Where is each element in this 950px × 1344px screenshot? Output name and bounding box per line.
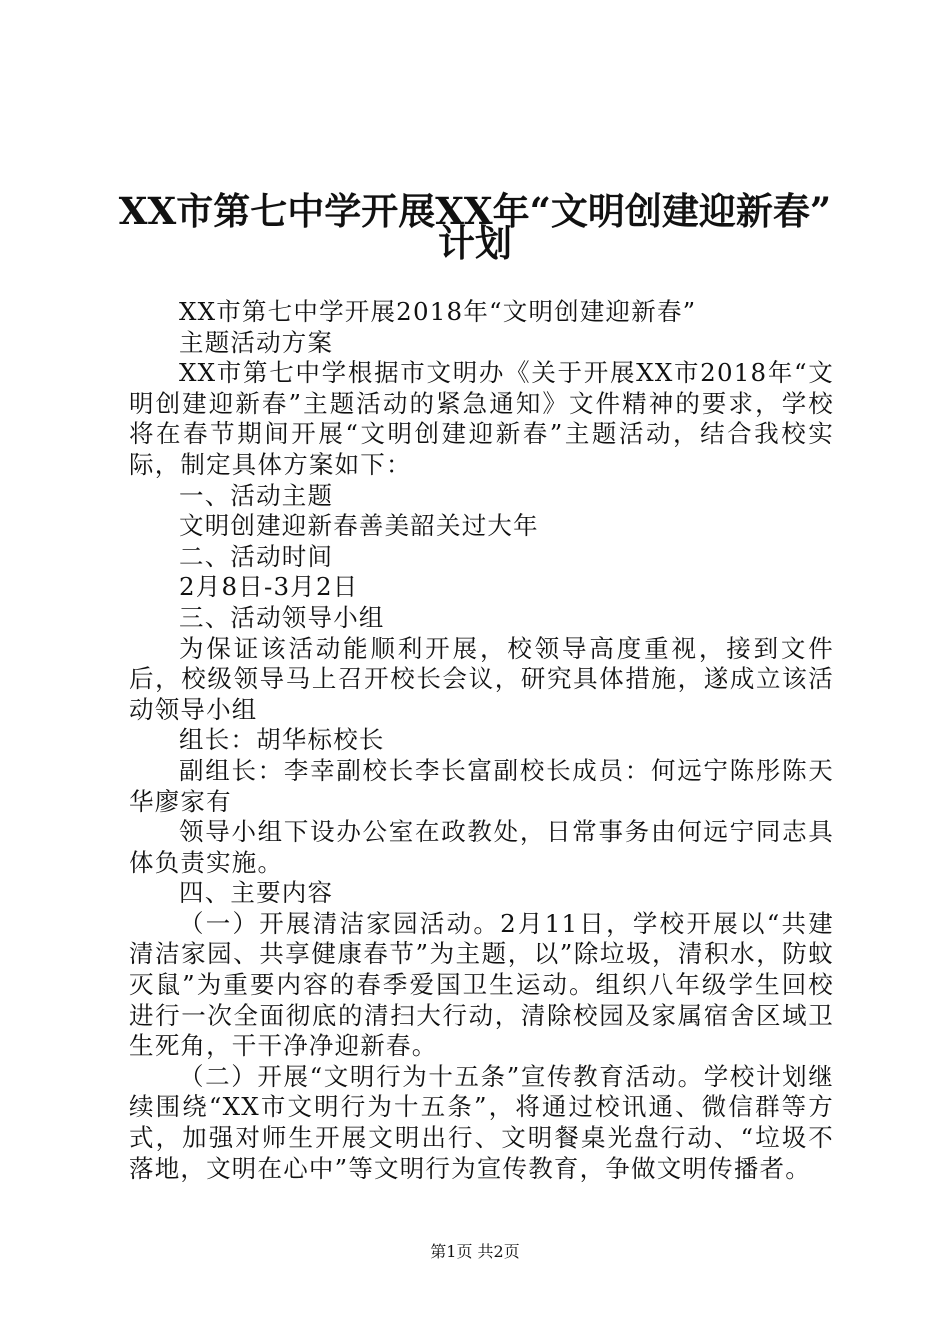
paragraph-intro: XX市第七中学根据市文明办《关于开展XX市2018年“文明创建迎新春”主题活动的紧急通知》文件精神的要求，学校将在春节期间开展“文明创建迎新春”主题活动，结合我校实际，制定具体方案如下： [129,358,834,479]
paragraph-leadership: 为保证该活动能顺利开展，校领导高度重视，接到文件后，校级领导马上召开校长会议，研究具体措施，遂成立该活动领导小组 [129,633,834,724]
paragraph-heading-line-1: XX市第七中学开展2018年“文明创建迎新春” [179,297,697,326]
document-title-line-1: XX市第七中学开展XX年“文明创建迎新春” [118,189,832,233]
paragraph-content-2: （二）开展“文明行为十五条”宣传教育活动。学校计划继续围绕“XX市文明行为十五条”，将通过校讯通、微信群等方式，加强对师生开展文明出行、文明餐桌光盘行动、“垃圾不落地，文明在心中”等文明行为宣传教育，争做文明传播者。 [129,1061,834,1183]
section-heading-time: 二、活动时间 [179,541,334,571]
section-heading-leadership: 三、活动领导小组 [179,602,385,632]
paragraph-content-1: （一）开展清洁家园活动。2月11日，学校开展以“共建清洁家园、共享健康春节”为主题，以”除垃圾，清积水，防蚊灭鼠”为重要内容的春季爱国卫生运动。组织八年级学生回校进行一次全面彻底的清扫大行动，清除校园及家属宿舍区域卫生死角，干干净净迎新春。 [129,908,834,1061]
paragraph-deputy-leaders: 副组长：李幸副校长李长富副校长成员：何远宁陈彤陈天华廖家有 [129,755,834,816]
paragraph-office: 领导小组下设办公室在政教处，日常事务由何远宁同志具体负责实施。 [129,817,834,877]
paragraph-time: 2月8日-3月2日 [179,572,359,602]
paragraph-theme: 文明创建迎新春善美韶关过大年 [179,511,539,541]
document-body [129,297,834,1184]
paragraph-group-leader: 组长：胡华标校长 [179,725,385,755]
document-title-line-2: 计划 [438,221,512,265]
page-footer: 第1页 共2页 [430,1242,520,1261]
section-heading-content: 四、主要内容 [179,878,334,908]
paragraph-heading-line-2: 主题活动方案 [179,327,334,357]
section-heading-theme: 一、活动主题 [179,480,334,510]
